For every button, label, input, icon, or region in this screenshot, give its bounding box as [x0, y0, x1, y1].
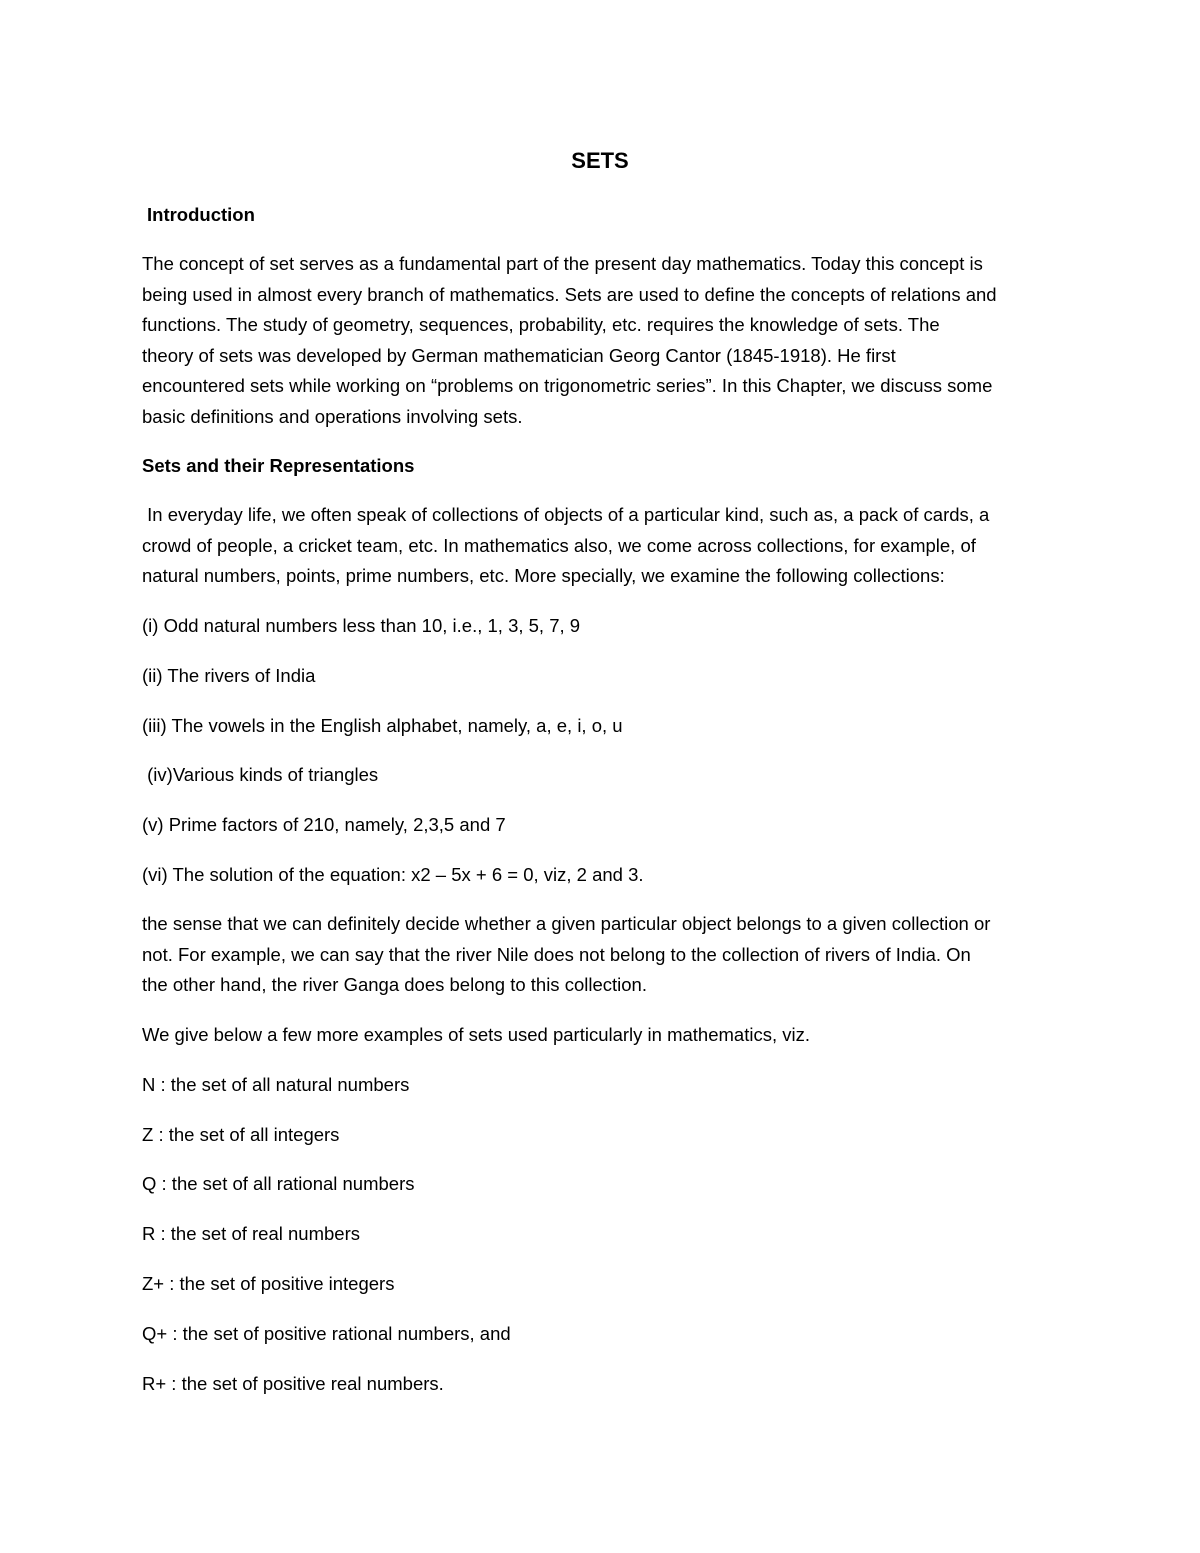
collection-item: (vi) The solution of the equation: x2 – 5x + 6 = 0, viz, 2 and 3. [142, 864, 644, 885]
set-example: Q : the set of all rational numbers [142, 1173, 415, 1194]
collection-item: (i) Odd natural numbers less than 10, i.e., 1, 3, 5, 7, 9 [142, 615, 581, 636]
representations-paragraph [142, 500, 1070, 592]
intro-line: encountered sets while working on “problems on trigonometric series”. In this Chapter, we discuss some [142, 375, 993, 396]
collection-item: (v) Prime factors of 210, namely, 2,3,5 and 7 [142, 814, 506, 835]
sense-line: the other hand, the river Ganga does belong to this collection. [142, 974, 647, 995]
set-example: Q+ : the set of positive rational numbers, and [142, 1323, 511, 1344]
set-example: R+ : the set of positive real numbers. [142, 1373, 444, 1394]
collection-item: (iii) The vowels in the English alphabet, namely, a, e, i, o, u [142, 715, 623, 736]
representations-line: natural numbers, points, prime numbers, etc. More specially, we examine the following collections: [142, 565, 945, 586]
representations-line: In everyday life, we often speak of collections of objects of a particular kind, such as, a pack of cards, a [142, 504, 990, 525]
set-example: Z+ : the set of positive integers [142, 1273, 395, 1294]
intro-line: functions. The study of geometry, sequences, probability, etc. requires the knowledge of sets. The [142, 314, 940, 335]
collection-item: (ii) The rivers of India [142, 665, 316, 686]
set-example: R : the set of real numbers [142, 1223, 360, 1244]
intro-line: The concept of set serves as a fundamental part of the present day mathematics. Today this concept is [142, 253, 983, 274]
collection-item: (iv)Various kinds of triangles [142, 764, 379, 785]
sense-line: the sense that we can definitely decide whether a given particular object belongs to a given collection or [142, 913, 991, 934]
representations-line: crowd of people, a cricket team, etc. In mathematics also, we come across collections, for example, of [142, 534, 976, 556]
intro-line: basic definitions and operations involving sets. [142, 405, 523, 427]
page-title: SETS [571, 148, 629, 173]
intro-paragraph [142, 249, 1070, 432]
sense-paragraph [142, 909, 1070, 1001]
representations-heading: Sets and their Representations [142, 455, 415, 476]
intro-line: being used in almost every branch of mathematics. Sets are used to define the concepts of relations and [142, 283, 997, 305]
set-example: N : the set of all natural numbers [142, 1074, 410, 1095]
intro-heading: Introduction [147, 204, 255, 225]
intro-line: theory of sets was developed by German mathematician Georg Cantor (1845-1918). He first [142, 344, 896, 366]
set-example: Z : the set of all integers [142, 1124, 340, 1145]
examples-intro: We give below a few more examples of sets used particularly in mathematics, viz. [142, 1024, 810, 1045]
sense-line: not. For example, we can say that the river Nile does not belong to the collection of rivers of India. On [142, 943, 971, 965]
